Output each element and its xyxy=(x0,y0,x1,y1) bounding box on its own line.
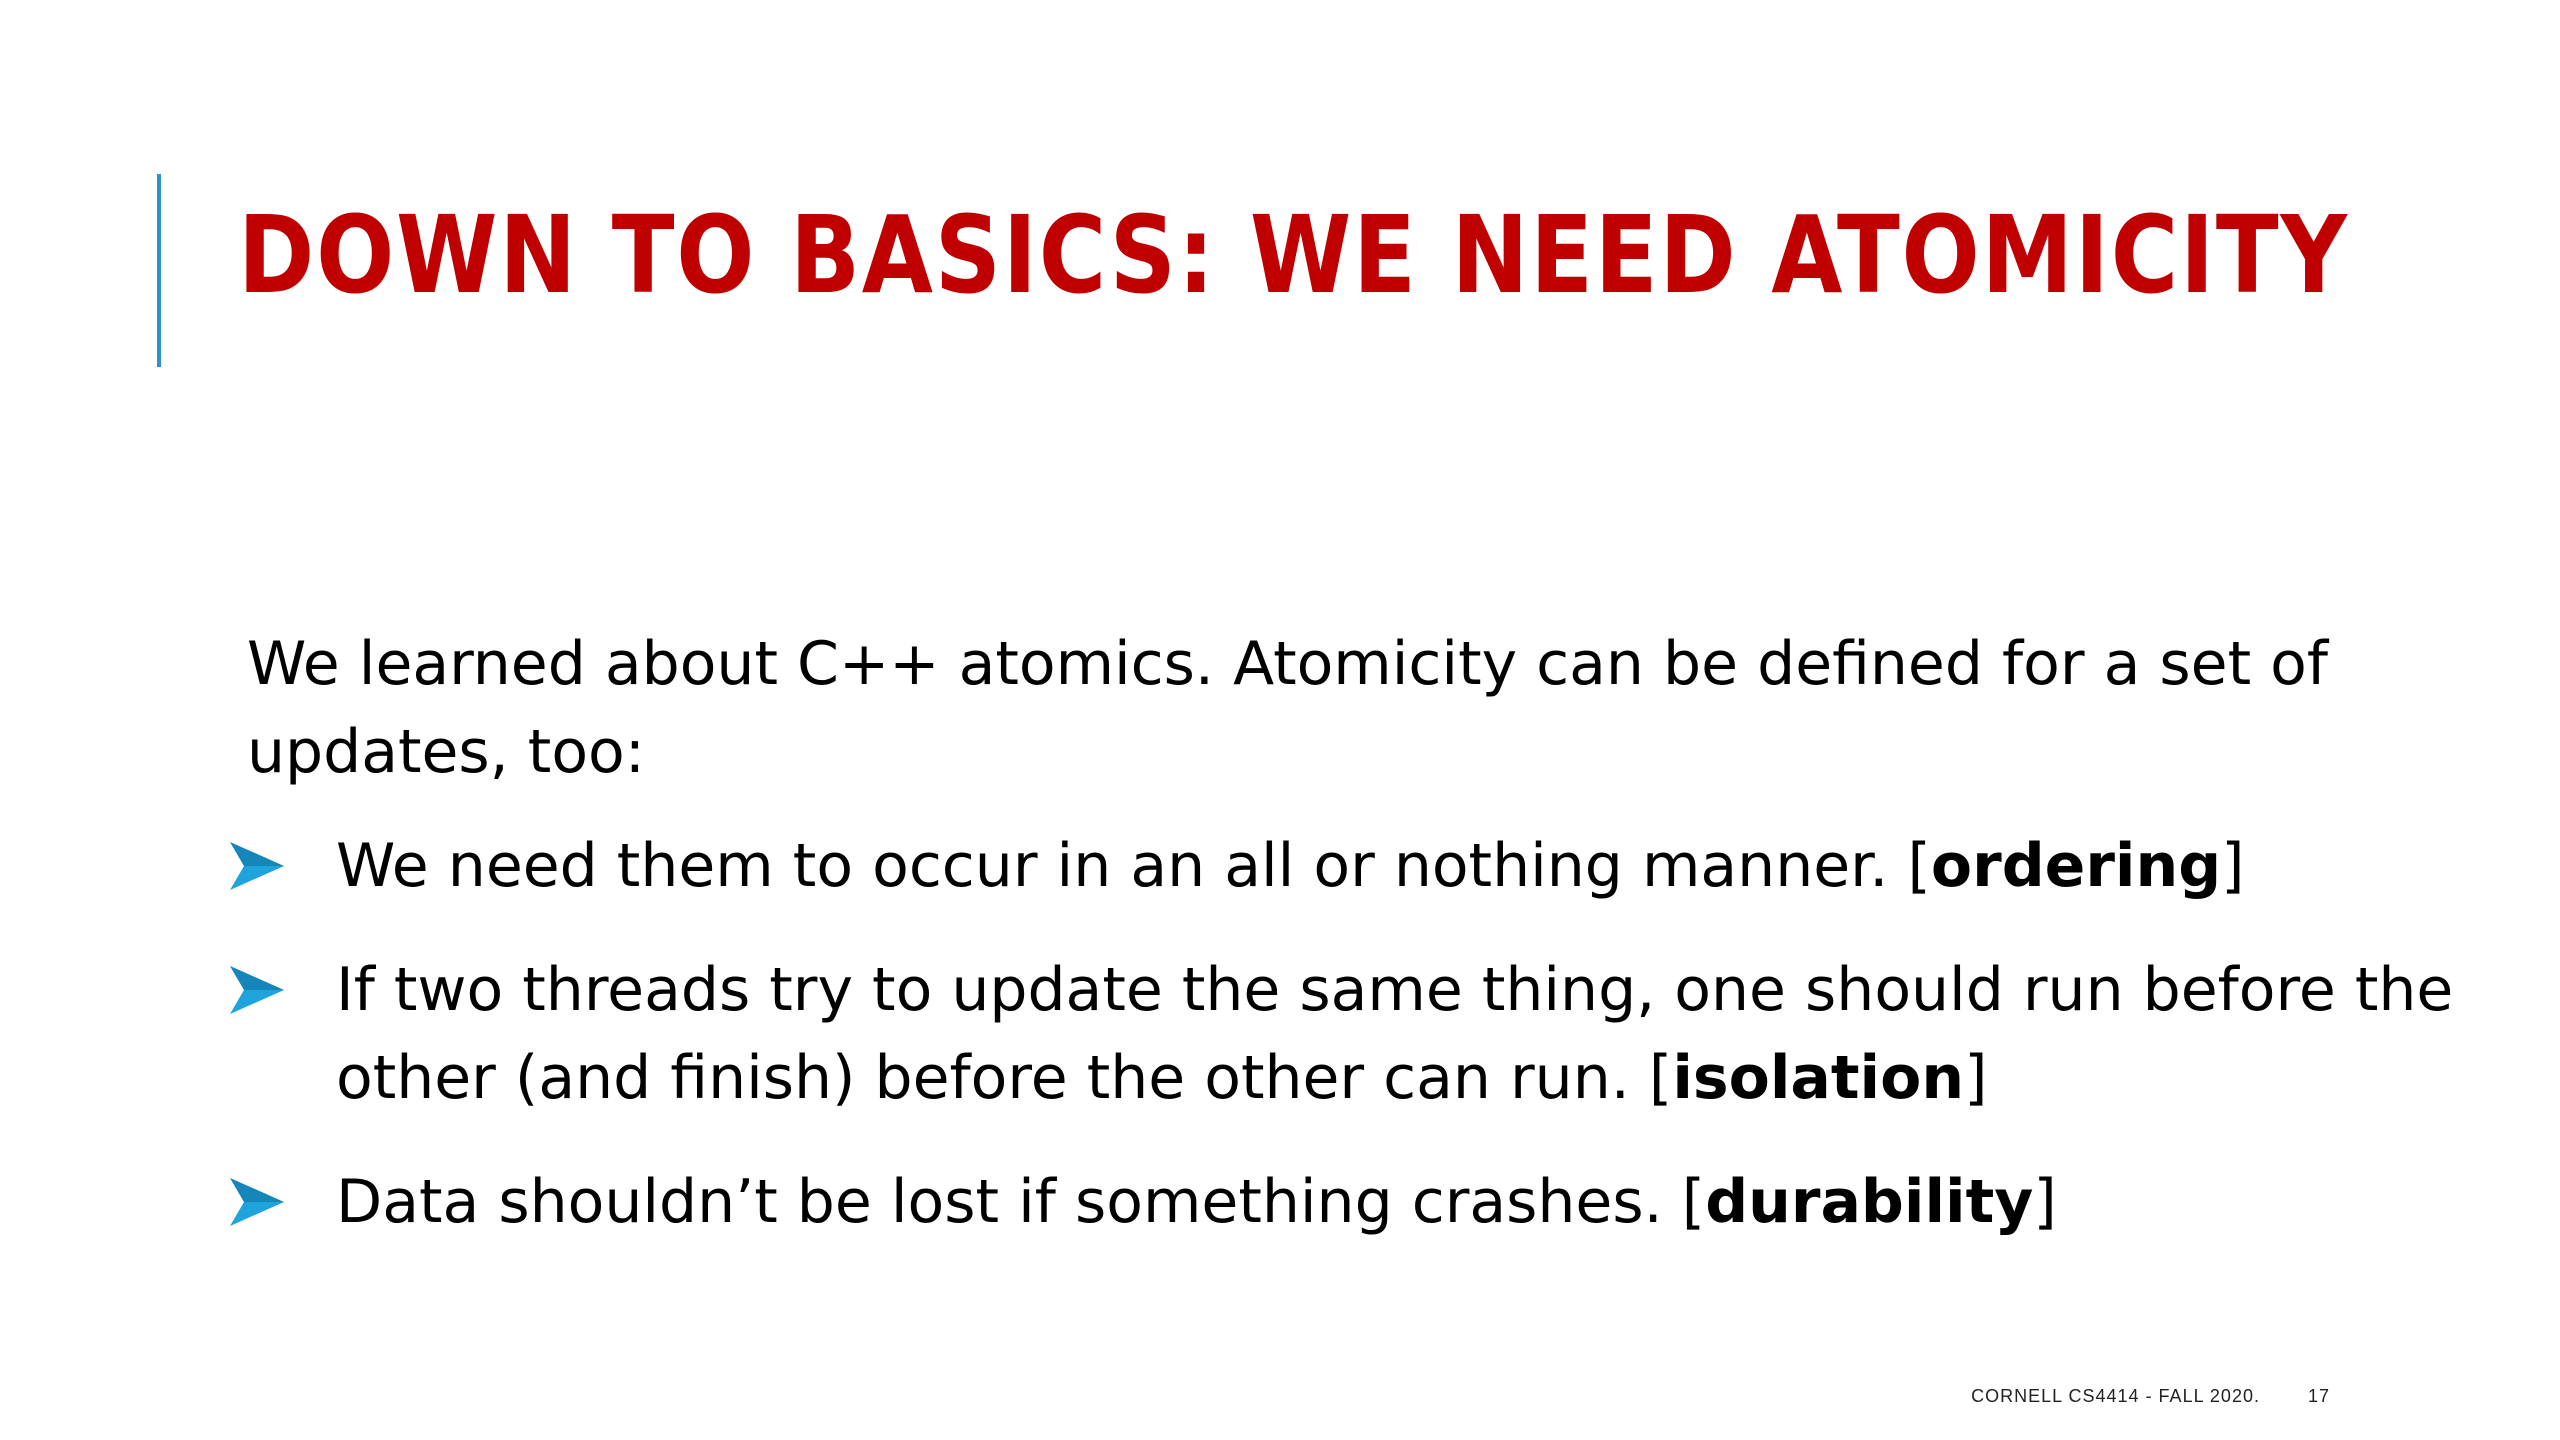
arrowhead-bullet-icon xyxy=(228,1176,286,1228)
footer-page-number: 17 xyxy=(2307,1386,2330,1406)
bullet-item xyxy=(228,946,2488,1122)
bullet-tag-isolation: isolation xyxy=(1672,1043,1965,1113)
slide-footer xyxy=(1971,1386,2330,1407)
bracket-open: [ xyxy=(1648,1043,1673,1113)
bracket-close: ] xyxy=(2221,831,2245,901)
bullet-tag-durability: durability xyxy=(1705,1167,2034,1237)
bullet-item xyxy=(228,822,2488,910)
intro-paragraph: We learned about C++ atomics. Atomicity can be defined for a set of updates, too: xyxy=(247,629,2329,787)
footer-course: CORNELL CS4414 - FALL 2020. xyxy=(1971,1386,2260,1406)
bullet-text: Data shouldn’t be lost if something crashes. xyxy=(336,1167,1682,1237)
bullet-text: We need them to occur in an all or nothing manner. xyxy=(336,831,1908,901)
bullet-text: If two threads try to update the same thing, one should run before the other (and finish) before the other can run. xyxy=(336,955,2454,1113)
bullet-item xyxy=(228,1158,2488,1246)
bracket-open: [ xyxy=(1681,1167,1706,1237)
arrowhead-bullet-icon xyxy=(228,840,286,892)
slide-title: DOWN TO BASICS: WE NEED ATOMICITY xyxy=(238,194,2349,318)
title-accent-bar xyxy=(157,174,161,367)
bracket-close: ] xyxy=(2033,1167,2057,1237)
arrowhead-bullet-icon xyxy=(228,964,286,1016)
bracket-close: ] xyxy=(1964,1043,1988,1113)
bullet-list xyxy=(228,822,2488,1282)
bracket-open: [ xyxy=(1907,831,1931,901)
bullet-tag-ordering: ordering xyxy=(1930,831,2222,901)
